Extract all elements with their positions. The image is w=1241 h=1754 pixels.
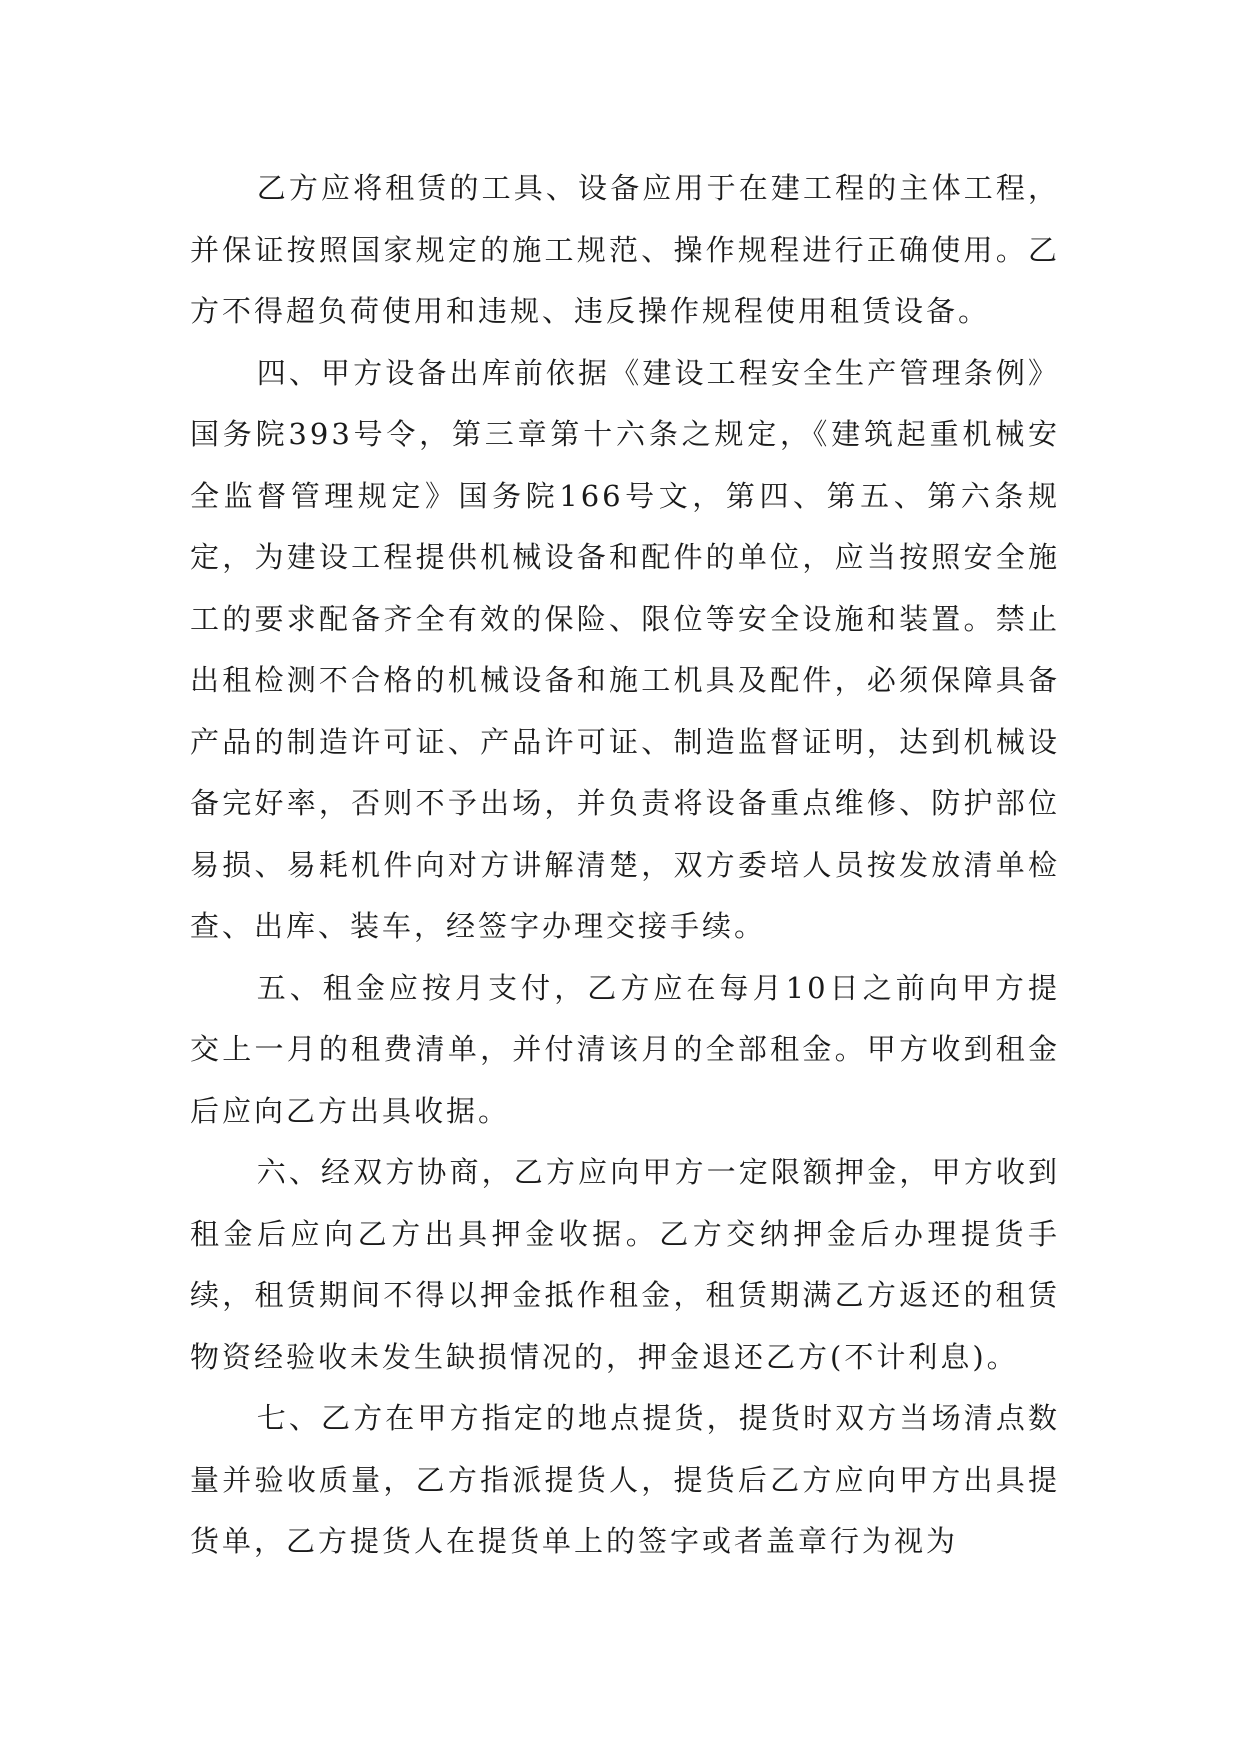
paragraph-clause-5: 五、租金应按月支付，乙方应在每月10日之前向甲方提交上一月的租费清单，并付清该月的全部租金。甲方收到租金后应向乙方出具收据。 [190,970,1060,1128]
paragraph-clause-7: 七、乙方在甲方指定的地点提货，提货时双方当场清点数量并验收质量，乙方指派提货人，提货后乙方应向甲方出具提货单，乙方提货人在提货单上的签字或者盖章行为视为 [190,1401,1060,1558]
paragraph-tool-usage: 乙方应将租赁的工具、设备应用于在建工程的主体工程，并保证按照国家规定的施工规范、操作规程进行正确使用。乙方不得超负荷使用和违规、违反操作规程使用租赁设备。 [190,171,1060,328]
paragraph-clause-4: 四、甲方设备出库前依据《建设工程安全生产管理条例》国务院393号令，第三章第十六条之规定，《建筑起重机械安全监督管理规定》国务院166号文，第四、第五、第六条规定，为建设工程提供机械设备和配件的单位，应当按照安全施工的要求配备齐全有效的保险、限位等安全设施和装置。禁止出租检测不合格的机械设备和施工机具及配件，必须保障具备产品的制造许可证、产品许可证、制造监督证明，达到机械设备完好率，否则不予出场，并负责将设备重点维修、防护部位易损、易耗机件向对方讲解清楚，双方委培人员按发放清单检查、出库、装车，经签字办理交接手续。 [190,355,1060,943]
paragraph-clause-6: 六、经双方协商，乙方应向甲方一定限额押金，甲方收到租金后应向乙方出具押金收据。乙方交纳押金后办理提货手续，租赁期间不得以押金抵作租金，租赁期满乙方返还的租赁物资经验收未发生缺损情况的，押金退还乙方(不计利息)。 [190,1155,1060,1374]
document-body [190,158,1060,1573]
